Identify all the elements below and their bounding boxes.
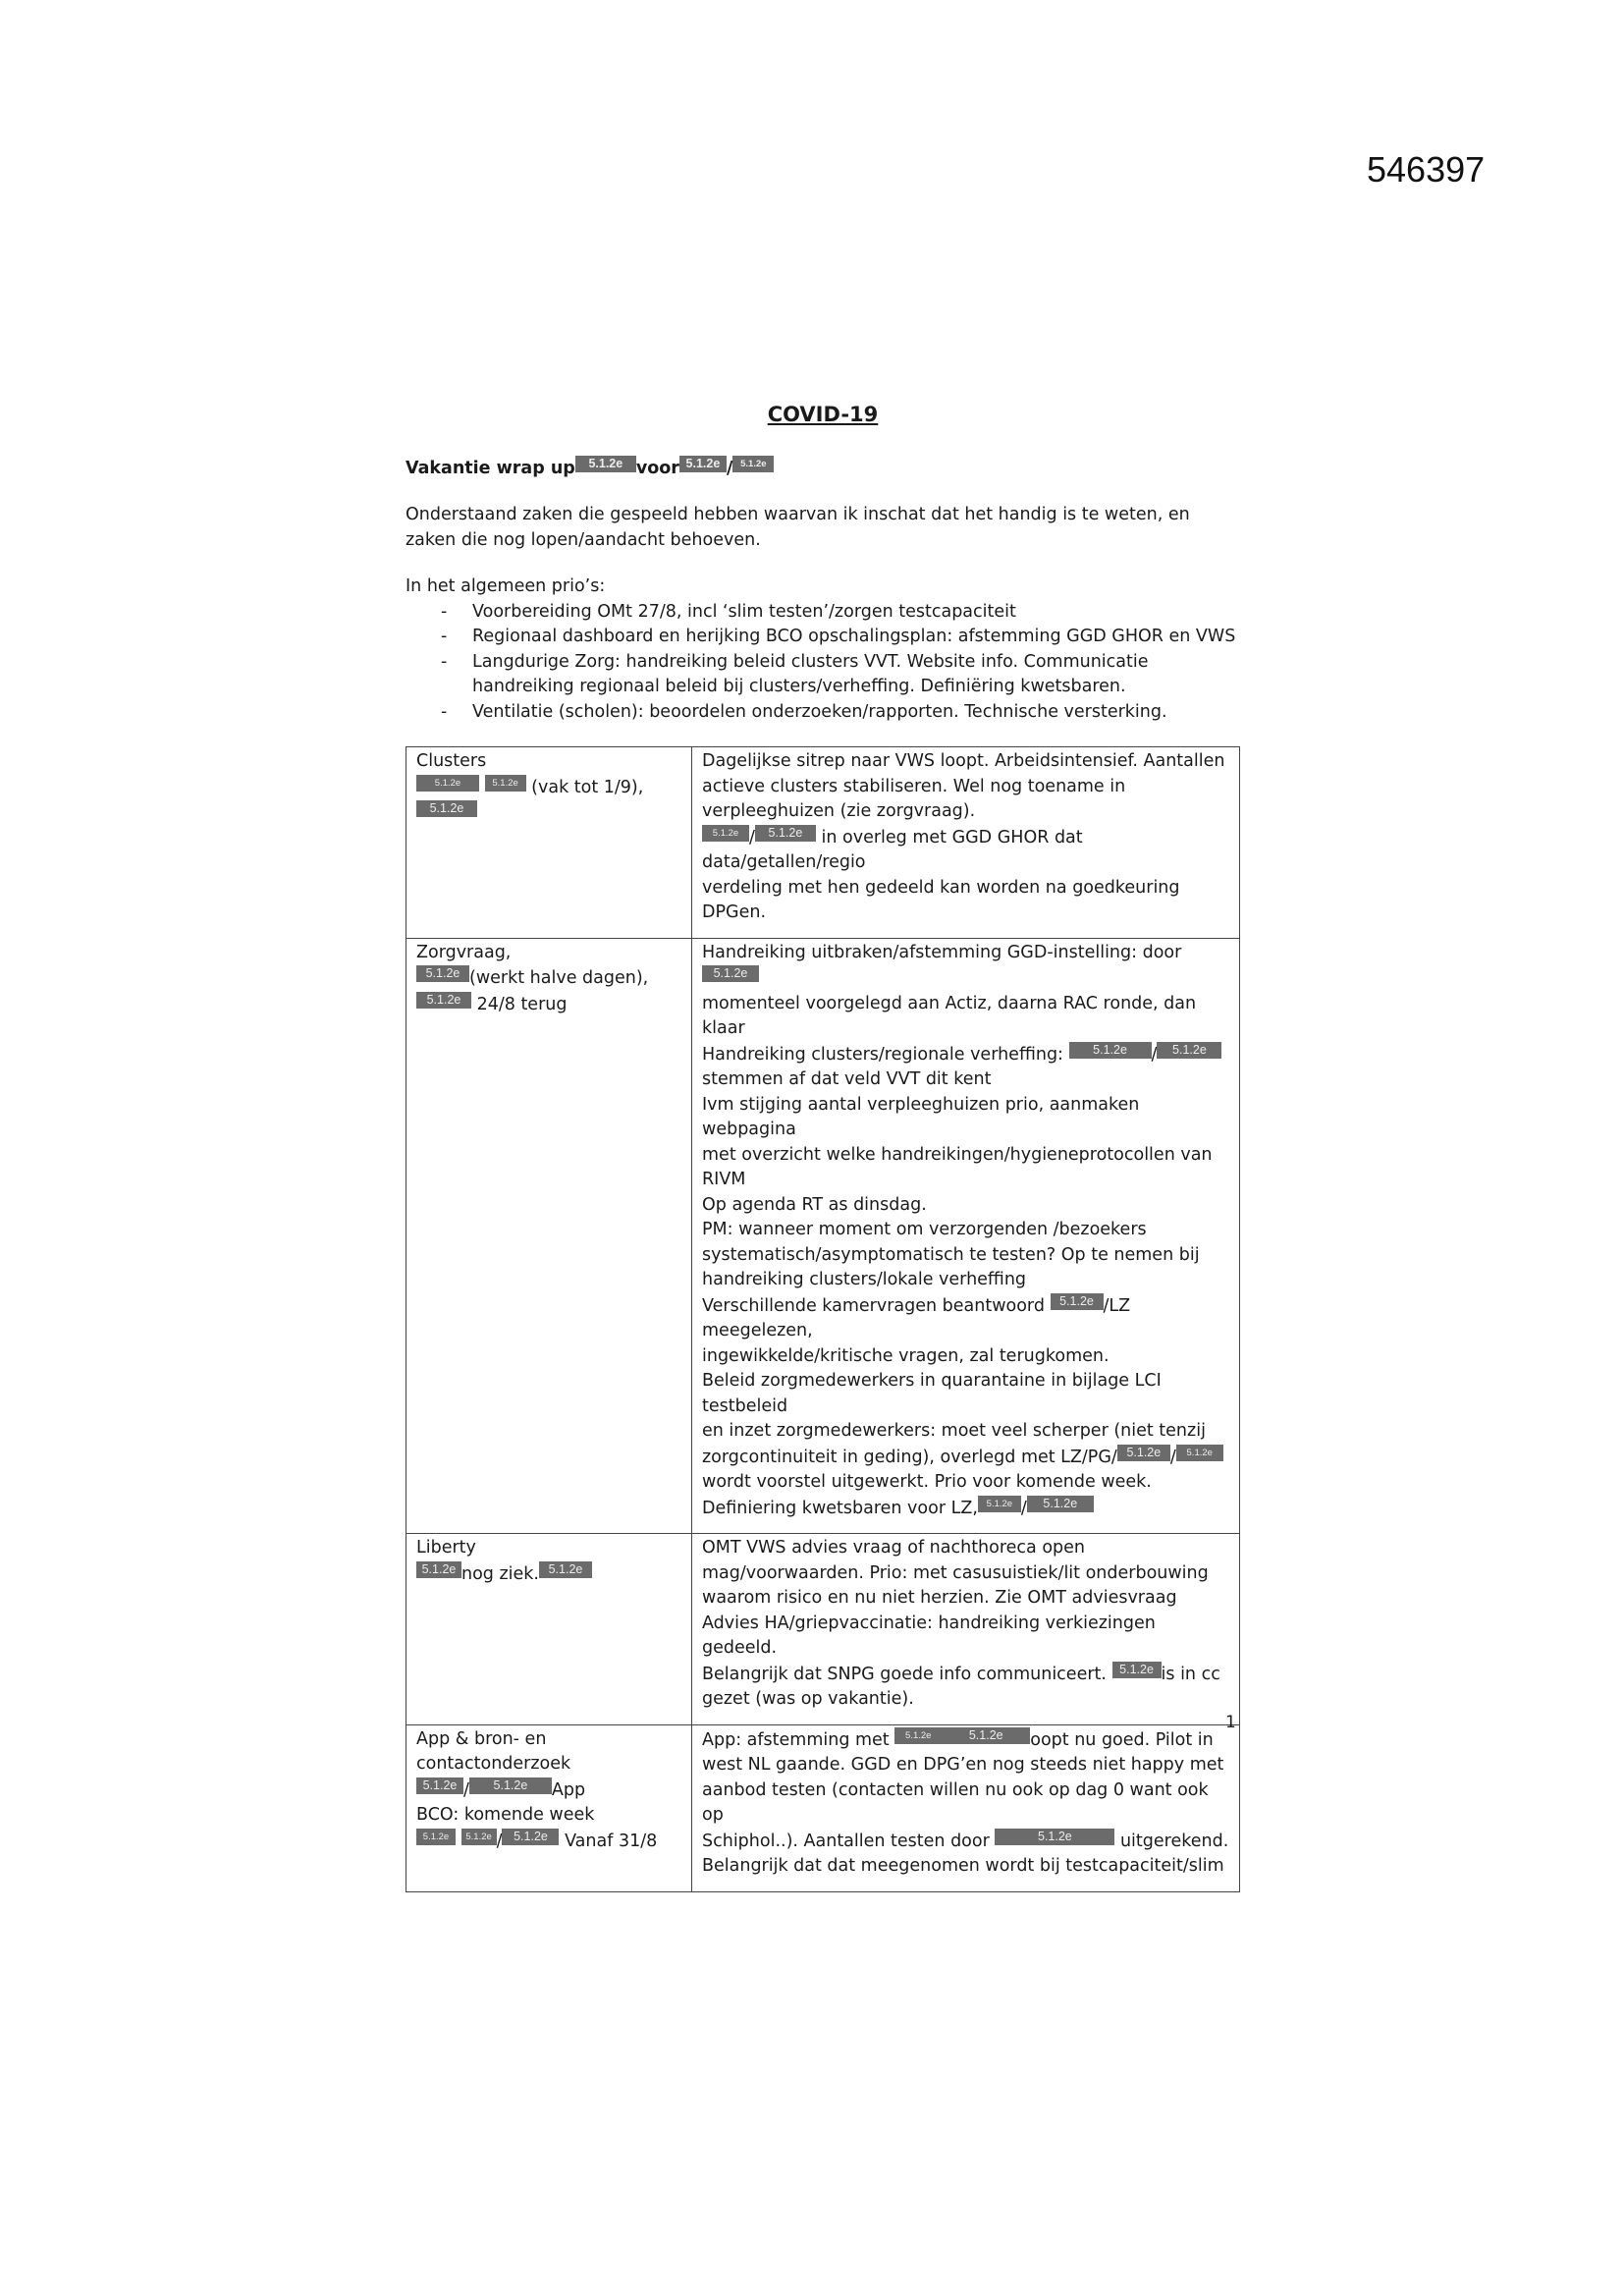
- cell-line: [416, 965, 681, 992]
- table-row: [406, 1534, 1240, 1725]
- redaction-block: 5.1.2e: [416, 1829, 456, 1845]
- cell-text: Vanaf 31/8: [565, 1831, 658, 1851]
- cell-text: 24/8 terug: [476, 994, 568, 1014]
- cell-text: oopt nu goed. Pilot in: [1030, 1729, 1214, 1750]
- table-row: [406, 1724, 1240, 1891]
- redaction-block: 5.1.2e: [416, 1561, 461, 1578]
- cell-line: [416, 1561, 681, 1588]
- redaction-block: 5.1.2e: [679, 456, 727, 472]
- cell-line: Ivm stijging aantal verpleeghuizen prio, aanmaken webpagina: [702, 1094, 1140, 1139]
- topic-label: App & bron- en: [416, 1728, 547, 1749]
- redaction-block: 5.1.2e: [978, 1496, 1021, 1512]
- cell-line: BCO: komende week: [416, 1805, 595, 1825]
- cell-line: [702, 941, 1229, 992]
- cell-line: mag/voorwaarden. Prio: met casusuistiek/lit onderbouwing: [702, 1562, 1209, 1583]
- redaction-block: 5.1.2e: [502, 1829, 559, 1845]
- topic-label: Liberty: [416, 1538, 476, 1558]
- cell-line: Belangrijk dat dat meegenomen wordt bij testcapaciteit/slim: [702, 1856, 1224, 1876]
- cell-line: wordt voorstel uitgewerkt. Prio voor komende week.: [702, 1472, 1152, 1492]
- cell-line: PM: wanneer moment om verzorgenden /bezoekers: [702, 1220, 1147, 1239]
- topic-label: contactonderzoek: [416, 1754, 571, 1774]
- redaction-block: 5.1.2e: [1157, 1042, 1221, 1059]
- cell-line: handreiking clusters/lokale verheffing: [702, 1270, 1027, 1289]
- page-number: 1: [1225, 1713, 1236, 1732]
- cell-text: uitgerekend.: [1119, 1831, 1229, 1851]
- redaction-block: 5.1.2e: [1069, 1042, 1152, 1059]
- redaction-block: 5.1.2e: [469, 1777, 552, 1794]
- redaction-block: 5.1.2e: [1027, 1496, 1094, 1512]
- cell-text: in overleg met GGD GHOR dat data/getallen/regio: [702, 827, 1083, 872]
- document-title: COVID-19: [767, 403, 879, 426]
- redaction-block: 5.1.2e: [942, 1727, 1030, 1744]
- notes-cell: [692, 938, 1240, 1534]
- redaction-block: 5.1.2e: [1112, 1662, 1162, 1678]
- cell-text: nog ziek.: [461, 1563, 539, 1584]
- cell-line: actieve clusters stabiliseren. Wel nog toename in: [702, 776, 1126, 796]
- cell-line: Advies HA/griepvaccinatie: handreiking verkiezingen gedeeld.: [702, 1613, 1156, 1658]
- cell-text: /LZ meegelezen,: [702, 1295, 1131, 1340]
- cell-line: [702, 1662, 1229, 1688]
- cell-line: Op agenda RT as dinsdag.: [702, 1194, 927, 1215]
- cell-line: [416, 800, 681, 827]
- redaction-block: 5.1.2e: [894, 1727, 942, 1744]
- cell-line: 5.1.2e / 5.1.2e in overleg met GGD GHOR dat data/getallen/regio: [702, 825, 1083, 872]
- cell-line: [702, 1293, 1229, 1344]
- cell-line: zorgcontinuiteit in geding), overlegd met LZ/PG/ 5.1.2e / 5.1.2e: [702, 1445, 1229, 1471]
- subtitle: [406, 456, 1240, 482]
- cell-text: zorgcontinuiteit in geding), overlegd met LZ/PG/: [702, 1447, 1117, 1467]
- priority-item: - Ventilatie (scholen): beoordelen onderzoeken/rapporten. Technische versterking.: [406, 700, 1240, 726]
- notes-cell: [692, 1724, 1240, 1891]
- cell-text: Definiering kwetsbaren voor LZ,: [702, 1498, 978, 1518]
- cell-line: Handreiking clusters/regionale verheffing: 5.1.2e / 5.1.2e: [702, 1042, 1229, 1068]
- cell-text: App: afstemming met: [702, 1729, 890, 1750]
- cell-text: Handreiking clusters/regionale verheffing:: [702, 1044, 1063, 1065]
- topic-label: Clusters: [416, 751, 487, 771]
- redaction-block: 5.1.2e: [485, 775, 526, 792]
- cell-text: App: [551, 1779, 586, 1800]
- cell-line: 5.1.2e / 5.1.2e App: [416, 1777, 681, 1804]
- redaction-block: 5.1.2e: [702, 965, 759, 982]
- redaction-block: 5.1.2e: [1051, 1293, 1104, 1310]
- table-row: [406, 747, 1240, 939]
- cell-line: Dagelijkse sitrep naar VWS loopt. Arbeidsintensief. Aantallen: [702, 751, 1225, 771]
- topic-label: Zorgvraag,: [416, 942, 512, 962]
- redaction-block: 5.1.2e: [416, 800, 477, 817]
- intro-paragraph: Onderstaand zaken die gespeeld hebben waarvan ik inschat dat het handig is te weten, en zaken die nog lopen/aandacht behoeven.: [406, 505, 1190, 550]
- redaction-block: 5.1.2e: [575, 456, 636, 472]
- cell-line: systematisch/asymptomatisch te testen? Op te nemen bij: [702, 1244, 1200, 1265]
- topic-cell: [406, 1534, 692, 1725]
- cell-text: Belangrijk dat SNPG goede info communiceert.: [702, 1664, 1107, 1684]
- redaction-block: 5.1.2e: [461, 1829, 497, 1845]
- topic-cell: [406, 938, 692, 1534]
- subtitle-text: Vakantie wrap up: [406, 458, 575, 478]
- cell-line: gezet (was op vakantie).: [702, 1689, 914, 1709]
- cell-line: 5.1.2e 5.1.2e / 5.1.2e Vanaf 31/8: [416, 1829, 681, 1855]
- cell-text: Verschillende kamervragen beantwoord: [702, 1295, 1045, 1316]
- redaction-block: 5.1.2e: [702, 825, 749, 842]
- cell-line: verpleeghuizen (zie zorgvraag).: [702, 801, 976, 821]
- cell-text: (werkt halve dagen),: [469, 968, 649, 988]
- priority-item: - Voorbereiding OMt 27/8, incl ‘slim testen’/zorgen testcapaciteit: [406, 600, 1240, 626]
- cell-line: en inzet zorgmedewerkers: moet veel scherper (niet tenzij: [702, 1421, 1206, 1441]
- cell-line: [416, 992, 681, 1018]
- cell-line: west NL gaande. GGD en DPG’en nog steeds niet happy met: [702, 1755, 1224, 1775]
- cell-line: aanbod testen (contacten willen nu ook op dag 0 want ook op: [702, 1779, 1209, 1825]
- priority-item: - Langdurige Zorg: handreiking beleid clusters VVT. Website info. Communicatie handreiking regionaal beleid bij clusters/verheffing. Definiëring kwetsbaren.: [406, 650, 1240, 700]
- priorities-list: [406, 600, 1240, 726]
- redaction-block: 5.1.2e: [755, 825, 816, 842]
- priorities-heading: In het algemeen prio’s:: [406, 576, 606, 596]
- cell-line: [702, 1727, 1229, 1754]
- redaction-block: 5.1.2e: [732, 456, 774, 472]
- subtitle-separator: /: [726, 458, 733, 478]
- redaction-block: 5.1.2e: [416, 965, 469, 982]
- subtitle-text: voor: [635, 458, 679, 478]
- document-number: 546397: [1367, 149, 1486, 190]
- redaction-block: 5.1.2e: [416, 775, 479, 792]
- cell-line: [702, 1829, 1229, 1855]
- document-body: [406, 403, 1240, 1892]
- cell-line: met overzicht welke handreikingen/hygieneprotocollen van: [702, 1144, 1213, 1165]
- wrap-up-table: [406, 746, 1240, 1892]
- cell-line: ingewikkelde/kritische vragen, zal terugkomen.: [702, 1345, 1110, 1366]
- redaction-block: 5.1.2e: [1176, 1445, 1223, 1461]
- topic-cell: [406, 747, 692, 939]
- cell-line: stemmen af dat veld VVT dit kent: [702, 1069, 992, 1089]
- cell-line: momenteel voorgelegd aan Actiz, daarna RAC ronde, dan klaar: [702, 993, 1197, 1038]
- cell-text: Handreiking uitbraken/afstemming GGD-instelling: door: [702, 942, 1182, 962]
- redaction-block: 5.1.2e: [1117, 1445, 1170, 1461]
- cell-line: verdeling met hen gedeeld kan worden na goedkeuring DPGen.: [702, 877, 1180, 922]
- priority-item: - Regionaal dashboard en herijking BCO opschalingsplan: afstemming GGD GHOR en VWS: [406, 625, 1240, 650]
- cell-line: Beleid zorgmedewerkers in quarantaine in bijlage LCI testbeleid: [702, 1371, 1162, 1416]
- cell-text: is in cc: [1161, 1664, 1220, 1684]
- cell-text: Schiphol..). Aantallen testen door: [702, 1831, 990, 1851]
- cell-line: OMT VWS advies vraag of nachthoreca open: [702, 1538, 1086, 1558]
- topic-cell: [406, 1724, 692, 1891]
- cell-line: waarom risico en nu niet herzien. Zie OMT adviesvraag: [702, 1588, 1177, 1608]
- cell-line: [416, 775, 681, 801]
- cell-text: (vak tot 1/9),: [531, 777, 644, 797]
- cell-line: RIVM: [702, 1170, 746, 1189]
- notes-cell: [692, 747, 1240, 939]
- cell-line: Definiering kwetsbaren voor LZ, 5.1.2e / 5.1.2e: [702, 1496, 1229, 1522]
- redaction-block: 5.1.2e: [416, 1777, 463, 1794]
- notes-cell: [692, 1534, 1240, 1725]
- redaction-block: 5.1.2e: [539, 1561, 592, 1578]
- redaction-block: 5.1.2e: [416, 992, 471, 1009]
- table-row: [406, 938, 1240, 1534]
- redaction-block: 5.1.2e: [995, 1829, 1114, 1845]
